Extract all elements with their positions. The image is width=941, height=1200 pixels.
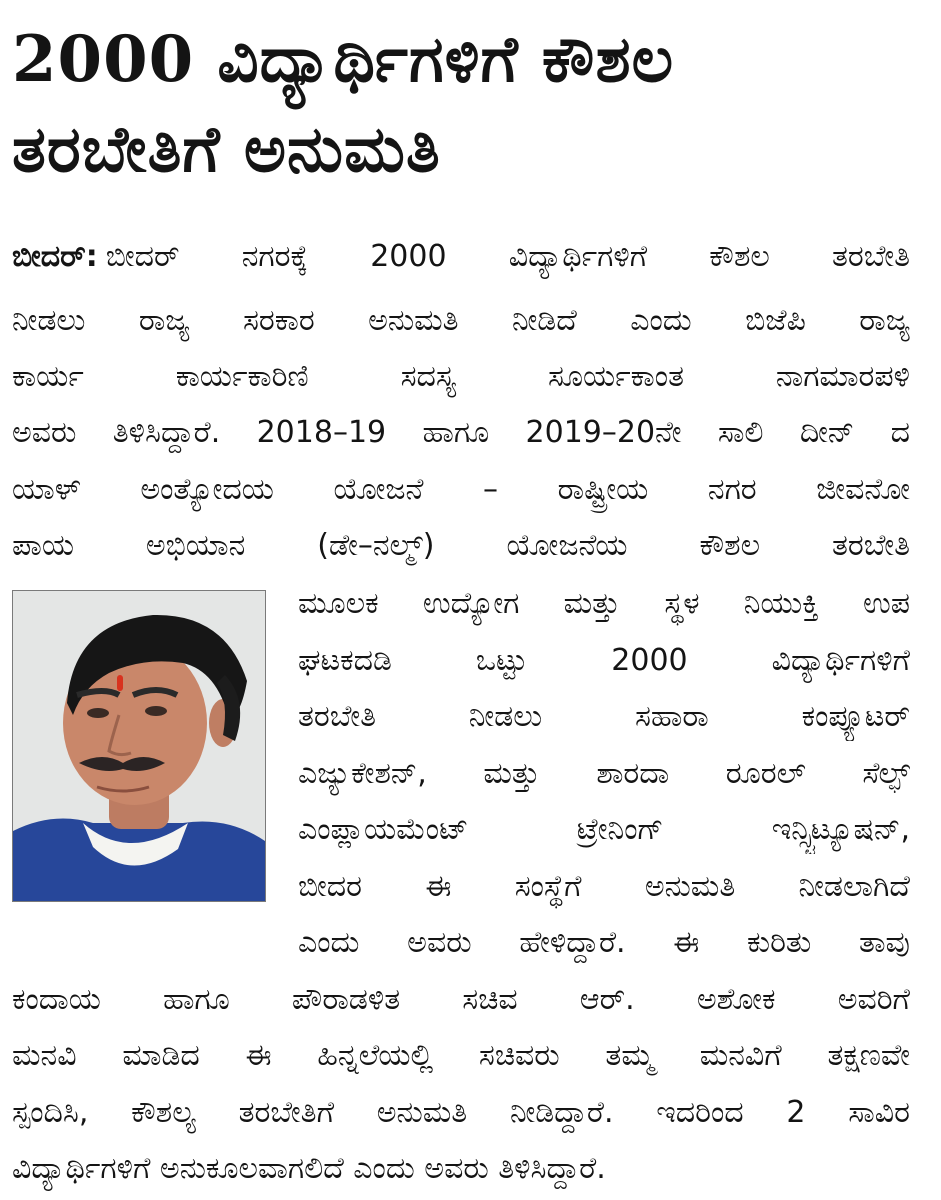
- body-line-13: ಎಂದು ಅವರು ಹೇಳಿದ್ದಾರೆ. ಈ ಕುರಿತು ತಾವು: [298, 925, 910, 960]
- body-line-16: ಸ್ಪಂದಿಸಿ, ಕೌಶಲ್ಯ ತರಬೇತಿಗೆ ಅನುಮತಿ ನೀಡಿದ್ದಾರೆ. ಇದರಿಂದ 2 ಸಾವಿರ: [12, 1095, 910, 1130]
- body-line-7: ಮೂಲಕ ಉದ್ಯೋಗ ಮತ್ತು ಸ್ಥಳ ನಿಯುಕ್ತಿ ಉಪ: [298, 586, 910, 621]
- body-line-11: ಎಂಪ್ಲಾಯಮೆಂಟ್ ಟ್ರೇನಿಂಗ್ ಇನ್ಸ್ಟಿಟ್ಯೂಷನ್,: [298, 812, 910, 847]
- body-line-9: ತರಬೇತಿ ನೀಡಲು ಸಹಾರಾ ಕಂಪ್ಯೂಟರ್: [298, 699, 910, 734]
- headline-line-2: ತರಬೇತಿಗೆ ಅನುಮತಿ: [12, 112, 441, 187]
- body-line-12: ಬೀದರ ಈ ಸಂಸ್ಥೆಗೆ ಅನುಮತಿ ನೀಡಲಾಗಿದೆ: [298, 869, 910, 904]
- portrait-illustration: [13, 591, 265, 901]
- body-line-1-text: ಬೀದರ್ ನಗರಕ್ಕೆ 2000 ವಿದ್ಯಾರ್ಥಿಗಳಿಗೆ ಕೌಶಲ ತರಬೇತಿ: [105, 239, 910, 274]
- body-line-10: ಎಜ್ಯುಕೇಶನ್, ಮತ್ತು ಶಾರದಾ ರೂರಲ್ ಸೆಲ್ಫ್: [298, 756, 910, 791]
- body-line-8: ಘಟಕದಡಿ ಒಟ್ಟು 2000 ವಿದ್ಯಾರ್ಥಿಗಳಿಗೆ: [298, 643, 910, 678]
- body-line-6: ಪಾಯ ಅಭಿಯಾನ (ಡೇ–ನಲ್ಮ್) ಯೋಜನೆಯ ಕೌಶಲ ತರಬೇತಿ: [12, 528, 910, 563]
- body-line-2: ನೀಡಲು ರಾಜ್ಯ ಸರಕಾರ ಅನುಮತಿ ನೀಡಿದೆ ಎಂದು ಬಿಜೆಪಿ ರಾಜ್ಯ: [12, 303, 910, 338]
- body-line-14: ಕಂದಾಯ ಹಾಗೂ ಪೌರಾಡಳಿತ ಸಚಿವ ಆರ್. ಅಶೋಕ ಅವರಿಗೆ: [12, 982, 910, 1017]
- body-line-5: ಯಾಳ್ ಅಂತ್ಯೋದಯ ಯೋಜನೆ – ರಾಷ್ಟ್ರೀಯ ನಗರ ಜೀವನೋ: [12, 472, 910, 507]
- dateline: ಬೀದರ್:: [12, 239, 98, 274]
- portrait-photo: [12, 590, 266, 902]
- body-line-15: ಮನವಿ ಮಾಡಿದ ಈ ಹಿನ್ನಲೆಯಲ್ಲಿ ಸಚಿವರು ತಮ್ಮ ಮನವಿಗೆ ತಕ್ಷಣವೇ: [12, 1038, 910, 1073]
- headline-line-1: 2000 ವಿದ್ಯಾರ್ಥಿಗಳಿಗೆ ಕೌಶಲ: [12, 22, 675, 97]
- body-line-4: ಅವರು ತಿಳಿಸಿದ್ದಾರೆ. 2018–19 ಹಾಗೂ 2019–20ನೇ ಸಾಲಿ ದೀನ್ ದ: [12, 415, 910, 450]
- body-line-17: ವಿದ್ಯಾರ್ಥಿಗಳಿಗೆ ಅನುಕೂಲವಾಗಲಿದೆ ಎಂದು ಅವರು ತಿಳಿಸಿದ್ದಾರೆ.: [12, 1151, 606, 1186]
- body-line-3: ಕಾರ್ಯ ಕಾರ್ಯಕಾರಿಣಿ ಸದಸ್ಯ ಸೂರ್ಯಕಾಂತ ನಾಗಮಾರಪಳಿ: [12, 359, 910, 394]
- body-line-1: [12, 233, 910, 281]
